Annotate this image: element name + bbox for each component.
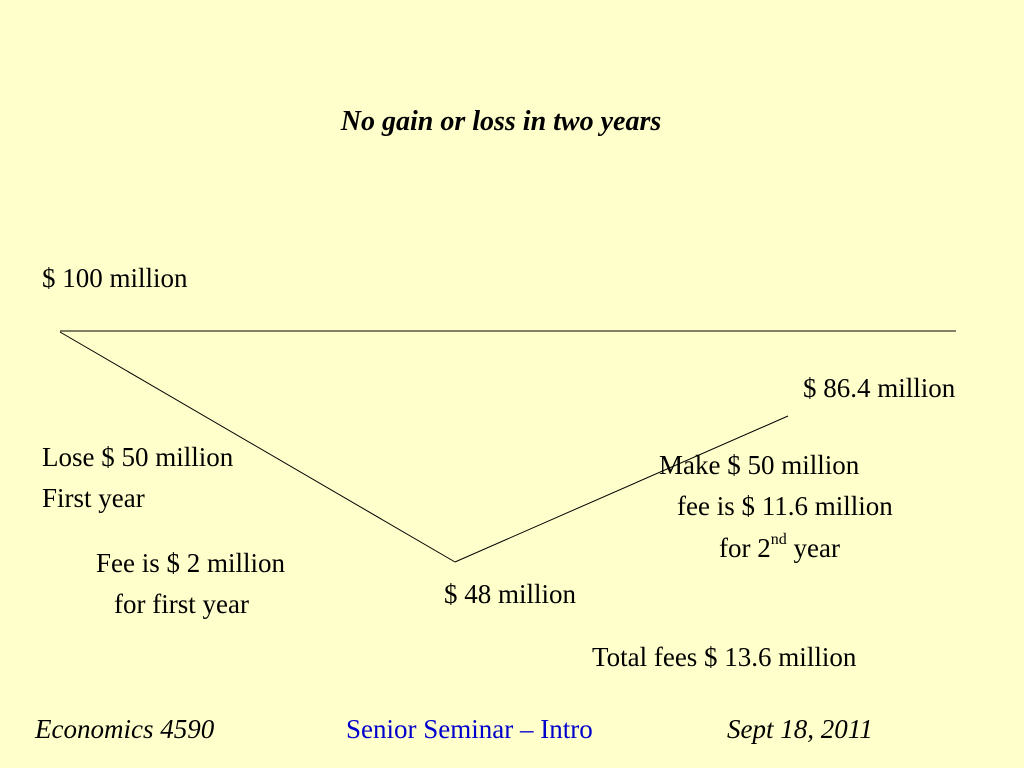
- slide-title: No gain or loss in two years: [340, 106, 662, 137]
- fee-first-year-label: Fee is $ 2 million: [96, 548, 285, 578]
- footer-course: Economics 4590: [35, 714, 215, 744]
- start-value-label: $ 100 million: [42, 263, 188, 293]
- gain-label: Make $ 50 million: [659, 450, 860, 480]
- fee-second-year-label: fee is $ 11.6 million: [677, 491, 893, 521]
- bottom-value-label: $ 48 million: [444, 579, 577, 609]
- end-value-label: $ 86.4 million: [803, 373, 956, 403]
- loss-period-label: First year: [42, 483, 145, 513]
- ordinal-superscript: nd: [770, 531, 787, 548]
- footer-seminar: Senior Seminar – Intro: [346, 714, 593, 744]
- total-fees-label: Total fees $ 13.6 million: [592, 642, 857, 672]
- second-year-period-label: for 2nd year: [719, 531, 840, 563]
- footer-date: Sept 18, 2011: [727, 714, 873, 744]
- loss-label: Lose $ 50 million: [42, 442, 234, 472]
- fee-first-year-period-label: for first year: [114, 589, 249, 619]
